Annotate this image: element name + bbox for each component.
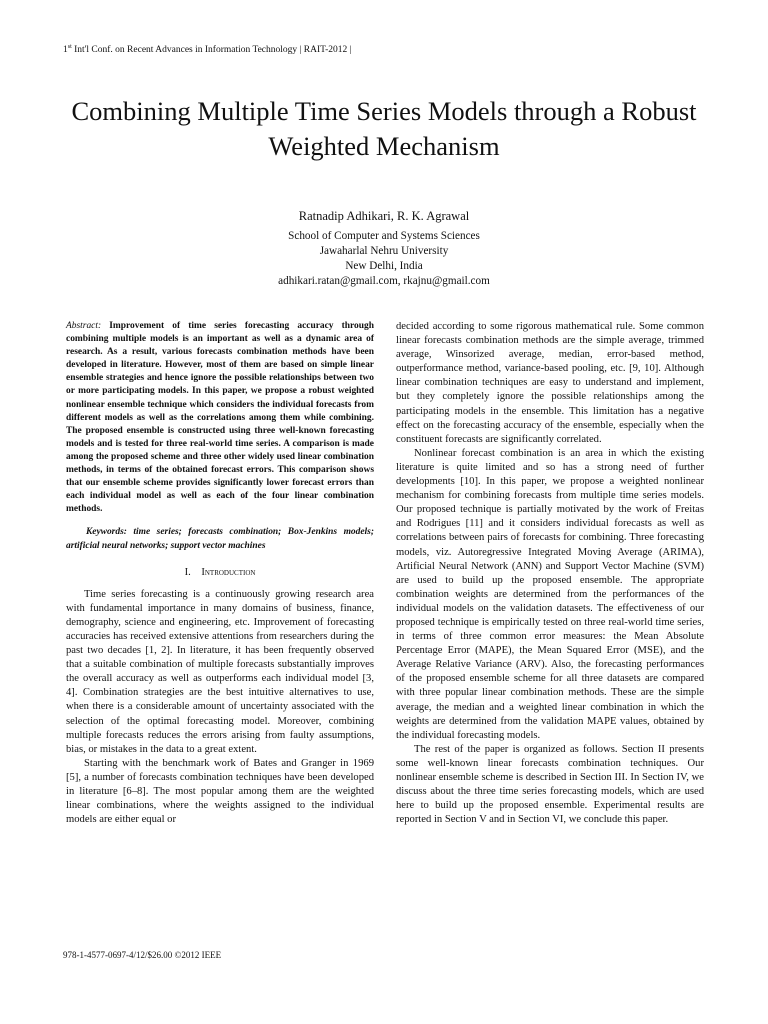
authors: Ratnadip Adhikari, R. K. Agrawal: [298, 209, 470, 223]
paragraph-intro-2: Starting with the benchmark work of Bates and Granger in 1969 [5], a number of forecasts combination techniques have been developed in literature [6–8]. The most popular among them are the weighted linear combinations, where the weights assigned to the individual models are either equal or: [66, 757, 374, 826]
section-number: I.: [184, 566, 191, 578]
left-column: [66, 320, 374, 827]
header-ordinal-suffix: st: [67, 44, 72, 50]
paragraph-intro-3: decided according to some rigorous mathematical rule. Some common linear forecasts combination methods are the simple average, trimmed average, Winsorized average, median, error-based method, outperformance method, variance-based pooling, etc. [9, 10]. Although linear combination techniques are easy to understand and implement, but they completely ignore the possible relationships among the participating models in the ensemble. This limitation has a negative effect on the forecasting accuracy of the ensemble, especially when the constituent forecasts are significantly correlated.: [396, 321, 704, 445]
paragraph-intro-5: The rest of the paper is organized as follows. Section II presents some well-known linear forecasts combination techniques. Our nonlinear ensemble scheme is described in Section III. In Section IV, we discuss about the three time series forecasting models, which are used here to build up the proposed ensemble. Experimental results are reported in Section V and in Section VI, we conclude this paper.: [396, 743, 704, 826]
abstract-label: Abstract:: [66, 321, 102, 331]
section-title: Introduction: [201, 566, 256, 578]
paragraph-intro-4: Nonlinear forecast combination is an area in which the existing literature is quite limited and so has a strong need of further developments [10]. In this paper, we propose a weighted nonlinear mechanism for combining forecasts from multiple time series models. Our proposed technique is partially motivated by the work of Freitas and Rodrigues [11] and it considers individual forecasts as well as correlations between pairs of forecasts for combining. Three forecasting models, viz. Autoregressive Integrated Moving Average (ARIMA), Artificial Neural Network (ANN) and Support Vector Machine (SVM) are used to build up the proposed ensemble. The appropriate combination weights are determined from the performances of the individual models on the validation datasets. The effectiveness of our proposed technique is empirically tested on three real-world time series, in terms of three common error measures: the Mean Absolute Percentage Error (MAPE), the Mean Squared Error (MSE), and the Average Relative Variance (ARV). Also, the forecasting performances of the proposed ensemble scheme for all three datasets are compared with three popular linear combination methods. These are the simple average, the median and a weighted linear combination in which the weights are determined from the validation MAPE values, obtained by the individual forecasting models.: [396, 447, 704, 741]
abstract: [66, 320, 374, 516]
running-header: [63, 44, 352, 55]
paper-title: Combining Multiple Time Series Models through a Robust Weighted Mechanism: [71, 96, 697, 161]
header-ordinal: 1: [63, 45, 68, 56]
affiliation-emails: adhikari.ratan@gmail.com, rkajnu@gmail.com: [278, 275, 490, 287]
footer-copyright: 978-1-4577-0697-4/12/$26.00 ©2012 IEEE: [63, 950, 222, 960]
right-column: [396, 320, 704, 827]
paragraph-intro-1: Time series forecasting is a continuously growing research area with fundamental importance in many domains of business, finance, demography, science and engineering, etc. Improvement of forecasting accuracies has received extensive attentions from researchers during the past two decades [1, 2]. In literature, it has been frequently observed that a suitable combination of multiple forecasts substantially improves the overall accuracy as well as outperforms each individual model [3, 4]. Combination strategies are the best intuitive alternatives to use, when there is a considerable amount of uncertainty associated with the selection of the optimal forecasting model. Moreover, combining multiple forecasts reduces the errors arising from faulty assumptions, bias, or mistakes in the data to a great extent.: [66, 588, 374, 755]
affiliation-university: Jawaharlal Nehru University: [319, 245, 449, 257]
section-heading-introduction: [66, 566, 374, 580]
keywords-label: Keywords:: [86, 527, 127, 538]
affiliation: [0, 229, 768, 289]
abstract-text: Improvement of time series forecasting accuracy through combining multiple models is an important as well as a dynamic area of research. As a result, various forecasts combination methods have been developed in literature. However, most of them are based on simple linear ensemble strategies and hence ignore the possible relationships between two or more participating models. In this paper, we propose a robust weighted nonlinear ensemble technique which considers the individual forecasts from different models as well as the correlations among them while combining. The proposed ensemble is constructed using three well-known forecasting models and is tested for three real-world time series. A comparison is made among the proposed scheme and three other widely used linear combination methods, in terms of the obtained forecast errors. This comparison shows that our ensemble scheme provides significantly lower forecast errors than each individual model as well as each of the four linear combination methods.: [66, 321, 374, 515]
affiliation-city: New Delhi, India: [345, 260, 423, 272]
header-conference: Int'l Conf. on Recent Advances in Information Technology | RAIT-2012 |: [71, 45, 352, 56]
affiliation-school: School of Computer and Systems Sciences: [288, 230, 480, 242]
keywords: [66, 526, 374, 552]
keywords-text: time series; forecasts combination; Box-Jenkins models; artificial neural networks; support vector machines: [66, 527, 374, 551]
